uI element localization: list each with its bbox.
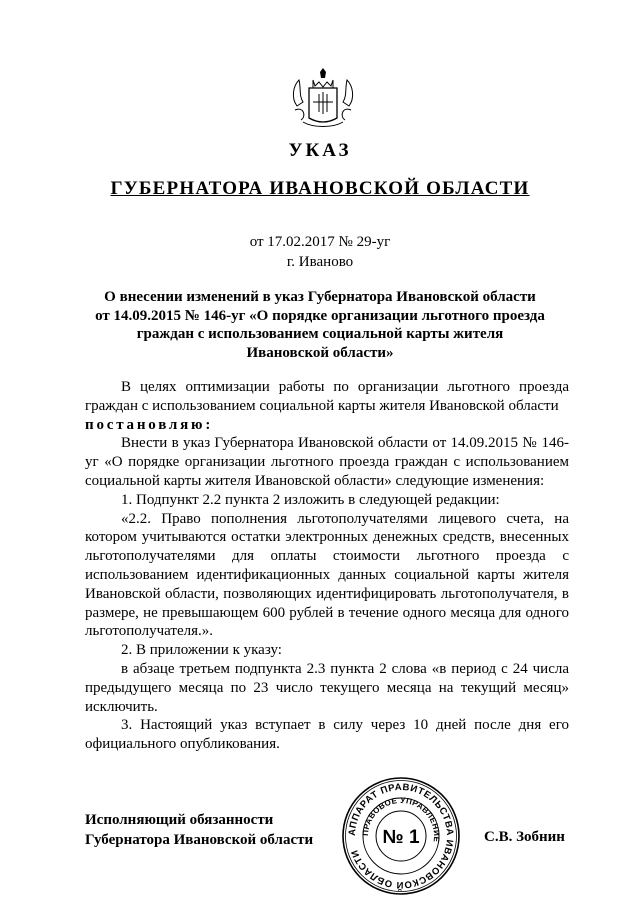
preamble-paragraph: В целях оптимизации работы по организации льготного проезда граждан с использованием социальной карты жителя Ивановской области [85,379,569,414]
document-city: г. Иваново [286,254,354,270]
subject-line: от 14.09.2015 № 146-уг «О порядке организации льготного проезда [95,307,545,324]
signatory-name: С.В. Зобнин [484,829,565,845]
seal-number: № 1 [382,827,420,848]
item-2-heading: 2. В приложении к указу: [121,642,282,659]
signatory-title-line: Исполняющий обязанности [85,812,274,828]
subject-line: О внесении изменений в указ Губернатора Ивановской области [104,289,536,305]
item-1-heading: 1. Подпункт 2.2 пункта 2 изложить в следующей редакции: [121,491,500,508]
document-type-heading: УКАЗ [288,140,352,161]
item-3-paragraph: 3. Настоящий указ вступает в силу через 10 дней после дня его официального опубликования. [85,717,569,753]
decree-word: постановляю: [85,416,214,433]
subject-line: граждан с использованием социальной карты жителя [136,326,504,342]
item-1-text: «2.2. Право пополнения льготополучателями лицевого счета, на котором учитываются остатки электронных денежных средств, внесенных льготополучателями для оплаты стоимости льготного проезда с использованием идентификационных данных социальной карты жителя Ивановской области, позволяющих идентифицировать льготополучателя, в размере, не превышающем 600 рублей в течение одного месяца для одного льготополучателя.». [85,510,569,640]
intro-paragraph: Внести в указ Губернатора Ивановской области от 14.09.2015 № 146-уг «О порядке организации льготного проезда граждан с использованием социальной карты жителя Ивановской области» следующие изменения: [85,435,569,489]
item-2-text: в абзаце третьем подпункта 2.3 пункта 2 слова «в период с 24 числа предыдущего месяца по 23 число текущего месяца на текущий месяц» исключить. [85,660,569,715]
coat-of-arms-emblem [289,66,357,128]
official-seal-stamp [340,775,462,897]
issuing-authority-heading: ГУБЕРНАТОРА ИВАНОВСКОЙ ОБЛАСТИ [110,178,530,199]
signatory-title [85,810,313,850]
seal-inner-text: ПРАВОВОЕ УПРАВЛЕНИЕ [360,795,442,843]
seal-ring-text: АППАРАТ ПРАВИТЕЛЬСТВА ИВАНОВСКОЙ ОБЛАСТИ [346,781,456,891]
subject-line: Ивановской области» [246,344,394,361]
document-body [85,378,569,754]
document-date-number: от 17.02.2017 № 29-уг [249,234,391,250]
signatory-title-line: Губернатора Ивановской области [85,832,314,848]
document-subject [80,288,560,362]
